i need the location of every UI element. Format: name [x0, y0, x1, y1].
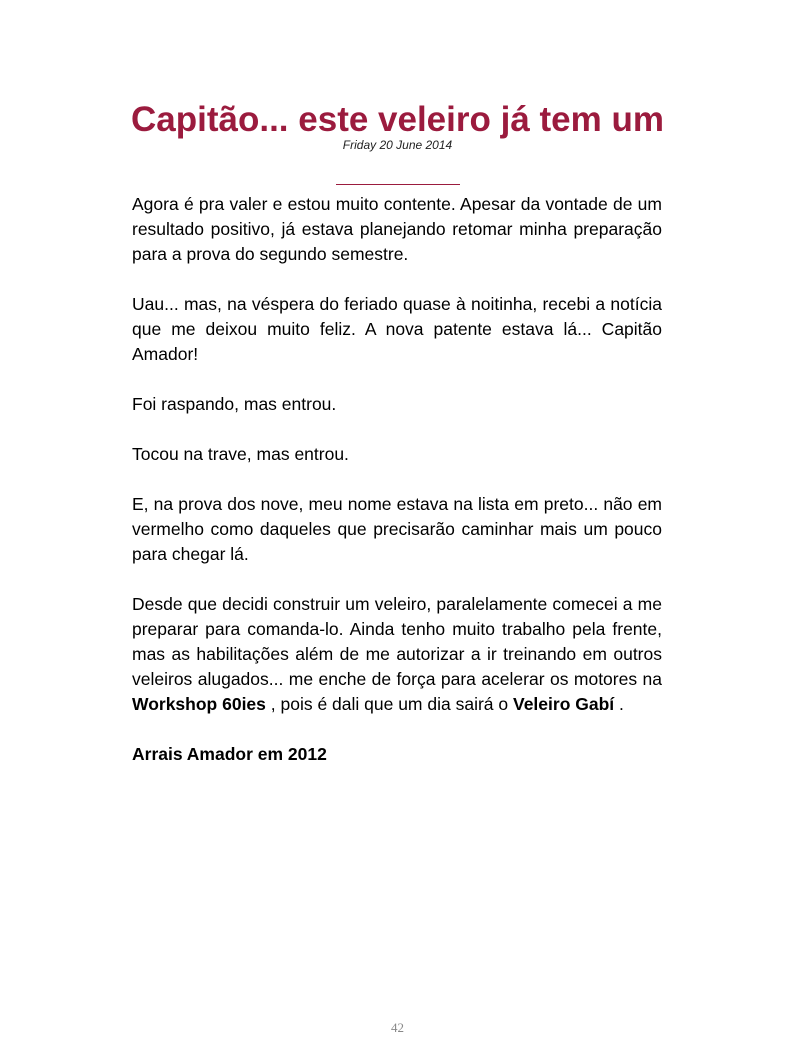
- page-title: Capitão... este veleiro já tem um: [131, 100, 664, 139]
- paragraph-6-text-1: Desde que decidi construir um veleiro, paralelamente comecei a me preparar para comanda-lo. Ainda tenho muito trabalho pela frente, mas as habilitações além de me autorizar a ir treinando em outros veleiros alugados... me enche de força para acelerar os motores na: [132, 594, 662, 689]
- paragraph-2: Uau... mas, na véspera do feriado quase à noitinha, recebi a notícia que me deixou muito feliz. A nova patente estava lá... Capitão Amador!: [132, 294, 662, 364]
- workshop-link[interactable]: Workshop 60ies: [132, 694, 266, 714]
- article-body: [132, 192, 662, 792]
- paragraph-5: E, na prova dos nove, meu nome estava na lista em preto... não em vermelho como daqueles que precisarão caminhar mais um pouco para chegar lá.: [132, 494, 662, 564]
- paragraph-4: Tocou na trave, mas entrou.: [132, 444, 349, 464]
- page-number: 42: [391, 1020, 404, 1035]
- post-date: Friday 20 June 2014: [342, 138, 453, 152]
- title-divider: [336, 184, 460, 185]
- related-post-link[interactable]: Arrais Amador em 2012: [132, 744, 327, 764]
- paragraph-6-text-2: , pois é dali que um dia sairá o: [265, 694, 513, 714]
- paragraph-1: Agora é pra valer e estou muito contente. Apesar da vontade de um resultado positivo, já estava planejando retomar minha preparação para a prova do segundo semestre.: [132, 194, 662, 264]
- paragraph-6-text-3: .: [614, 694, 624, 714]
- paragraph-6: [132, 592, 662, 717]
- paragraph-3: Foi raspando, mas entrou.: [132, 394, 337, 414]
- veleiro-gabi-link[interactable]: Veleiro Gabí: [512, 694, 615, 714]
